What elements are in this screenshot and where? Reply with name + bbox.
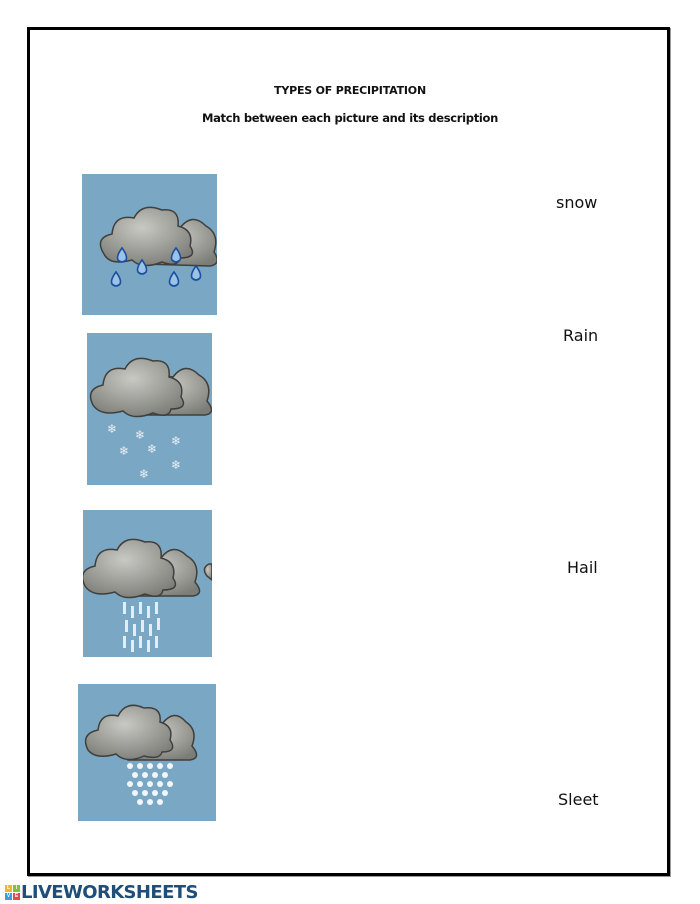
logo-letter-e: E xyxy=(14,892,19,899)
sleet-picture[interactable] xyxy=(83,510,212,657)
logo-mark-icon xyxy=(5,885,20,900)
worksheet-title: TYPES OF PRECIPITATION xyxy=(274,84,426,97)
brand-name: LIVEWORKSHEETS xyxy=(21,881,198,903)
word-sleet[interactable]: Sleet xyxy=(558,790,599,809)
logo-letter-l: L xyxy=(6,884,11,891)
svg-text:❄: ❄ xyxy=(139,467,150,481)
svg-text:❄: ❄ xyxy=(171,434,182,448)
svg-text:❄: ❄ xyxy=(119,444,130,458)
liveworksheets-logo xyxy=(5,882,198,902)
sleet-streaks xyxy=(123,602,160,652)
hail-picture[interactable] xyxy=(78,684,216,821)
worksheet-instruction: Match between each picture and its description xyxy=(201,111,499,125)
hailstone-icons xyxy=(127,763,173,805)
logo-letter-i: I xyxy=(13,885,20,892)
hail-cloud-icon xyxy=(78,684,216,821)
logo-letter-v: V xyxy=(6,892,11,899)
word-snow[interactable]: snow xyxy=(556,193,598,212)
rain-cloud-icon xyxy=(82,174,217,315)
sleet-cloud-icon xyxy=(83,510,212,657)
snow-picture[interactable] xyxy=(87,333,212,485)
word-rain[interactable]: Rain xyxy=(563,326,599,345)
snowflake-icons xyxy=(107,422,181,481)
svg-text:❄: ❄ xyxy=(147,442,158,456)
rain-picture[interactable] xyxy=(82,174,217,315)
snow-cloud-icon xyxy=(87,333,212,485)
svg-text:❄: ❄ xyxy=(135,428,146,442)
word-hail[interactable]: Hail xyxy=(567,558,598,577)
svg-text:❄: ❄ xyxy=(171,458,182,472)
svg-text:❄: ❄ xyxy=(107,422,118,436)
